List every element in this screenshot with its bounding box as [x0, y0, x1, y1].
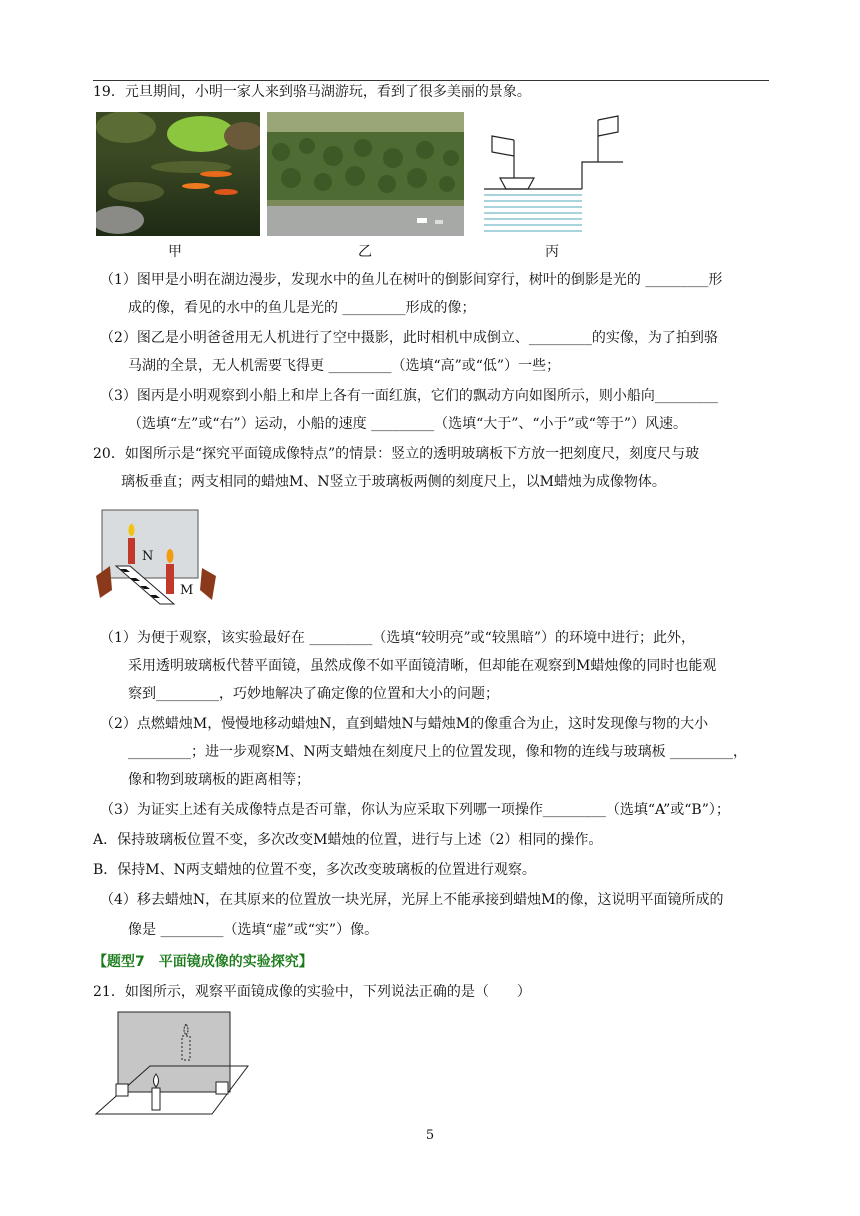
q20-part2-line3: 像和物到玻璃板的距离相等；	[128, 772, 310, 788]
q20-stem-line2: 璃板垂直；两支相同的蜡烛M、N竖立于玻璃板两侧的刻度尺上，以M蜡烛为成像物体。	[121, 474, 666, 490]
boat-flags-figure	[478, 112, 628, 236]
q20-stem-line1: 20．如图所示是“探究平面镜成像特点”的情景：竖立的透明玻璃板下方放一把刻度尺，刻度尺与玻	[93, 446, 700, 462]
q20-part1-line3: 察到_________，巧妙地解决了确定像的位置和大小的问题；	[128, 686, 499, 702]
q20-option-a: A．保持玻璃板位置不变，多次改变M蜡烛的位置，进行与上述（2）相同的操作。	[93, 832, 603, 848]
q20-part2-line1: （2）点燃蜡烛M，慢慢地移动蜡烛N，直到蜡烛N与蜡烛M的像重合为止，这时发现像与物的大小	[100, 716, 709, 732]
q19-part2-line1: （2）图乙是小明爸爸用无人机进行了空中摄影，此时相机中成倒立、_________的实像，为了拍到骆	[100, 330, 718, 346]
q20-part1-line1: （1）为便于观察，该实验最好在 _________（选填“较明亮”或“较黑暗”）的环境中进行；此外，	[100, 630, 695, 646]
glass-plate-candles-figure	[96, 506, 218, 606]
page-number: 5	[425, 1128, 435, 1143]
q20-part3-line: （3）为证实上述有关成像特点是否可靠，你认为应采取下列哪一项操作_________（选填“A”或“B”）；	[100, 802, 730, 818]
q20-part1-line2: 采用透明玻璃板代替平面镜，虽然成像不如平面镜清晰，但却能在观察到M蜡烛像的同时也能观	[128, 658, 717, 674]
q20-option-b: B．保持M、N两支蜡烛的位置不变，多次改变玻璃板的位置进行观察。	[93, 862, 536, 878]
q19-part3-line1: （3）图丙是小明观察到小船上和岸上各有一面红旗，它们的飘动方向如图所示，则小船向_________	[100, 388, 718, 404]
aerial-photo-figure	[267, 112, 464, 236]
q20-part2-line2: _________；进一步观察M、N两支蜡烛在刻度尺上的位置发现，像和物的连线与玻璃板 _________，	[128, 744, 748, 760]
pond-photo-figure	[96, 112, 260, 236]
plane-mirror-figure	[94, 1010, 252, 1118]
caption-jia: 甲	[168, 244, 182, 260]
q19-part1-line1: （1）图甲是小明在湖边漫步，发现水中的鱼儿在树叶的倒影间穿行，树叶的倒影是光的 _________形	[100, 272, 723, 288]
caption-bing: 丙	[545, 244, 559, 260]
caption-yi: 乙	[358, 244, 372, 260]
q19-part2-line2: 马湖的全景，无人机需要飞得更 _________（选填“高”或“低”）一些；	[128, 358, 561, 374]
candle-m-label: M	[180, 583, 194, 598]
q20-part4-line1: （4）移去蜡烛N，在其原来的位置放一块光屏，光屏上不能承接到蜡烛M的像，这说明平面镜所成的	[100, 892, 724, 908]
q21-stem: 21．如图所示，观察平面镜成像的实验中，下列说法正确的是（ ）	[93, 984, 531, 1000]
candle-n-label: N	[142, 549, 154, 564]
q20-part4-line2: 像是 _________（选填“虚”或“实”）像。	[128, 922, 379, 938]
q19-part1-line2: 成的像，看见的水中的鱼儿是光的 _________形成的像；	[128, 300, 476, 316]
section-heading: 【题型7 平面镜成像的实验探究】	[93, 954, 313, 970]
q19-stem: 19．元旦期间，小明一家人来到骆马湖游玩，看到了很多美丽的景象。	[93, 84, 531, 100]
header-rule	[93, 80, 769, 81]
q19-part3-line2: （选填“左”或“右”）运动，小船的速度 _________（选填“大于”、“小于”或“等于”）风速。	[128, 416, 688, 432]
